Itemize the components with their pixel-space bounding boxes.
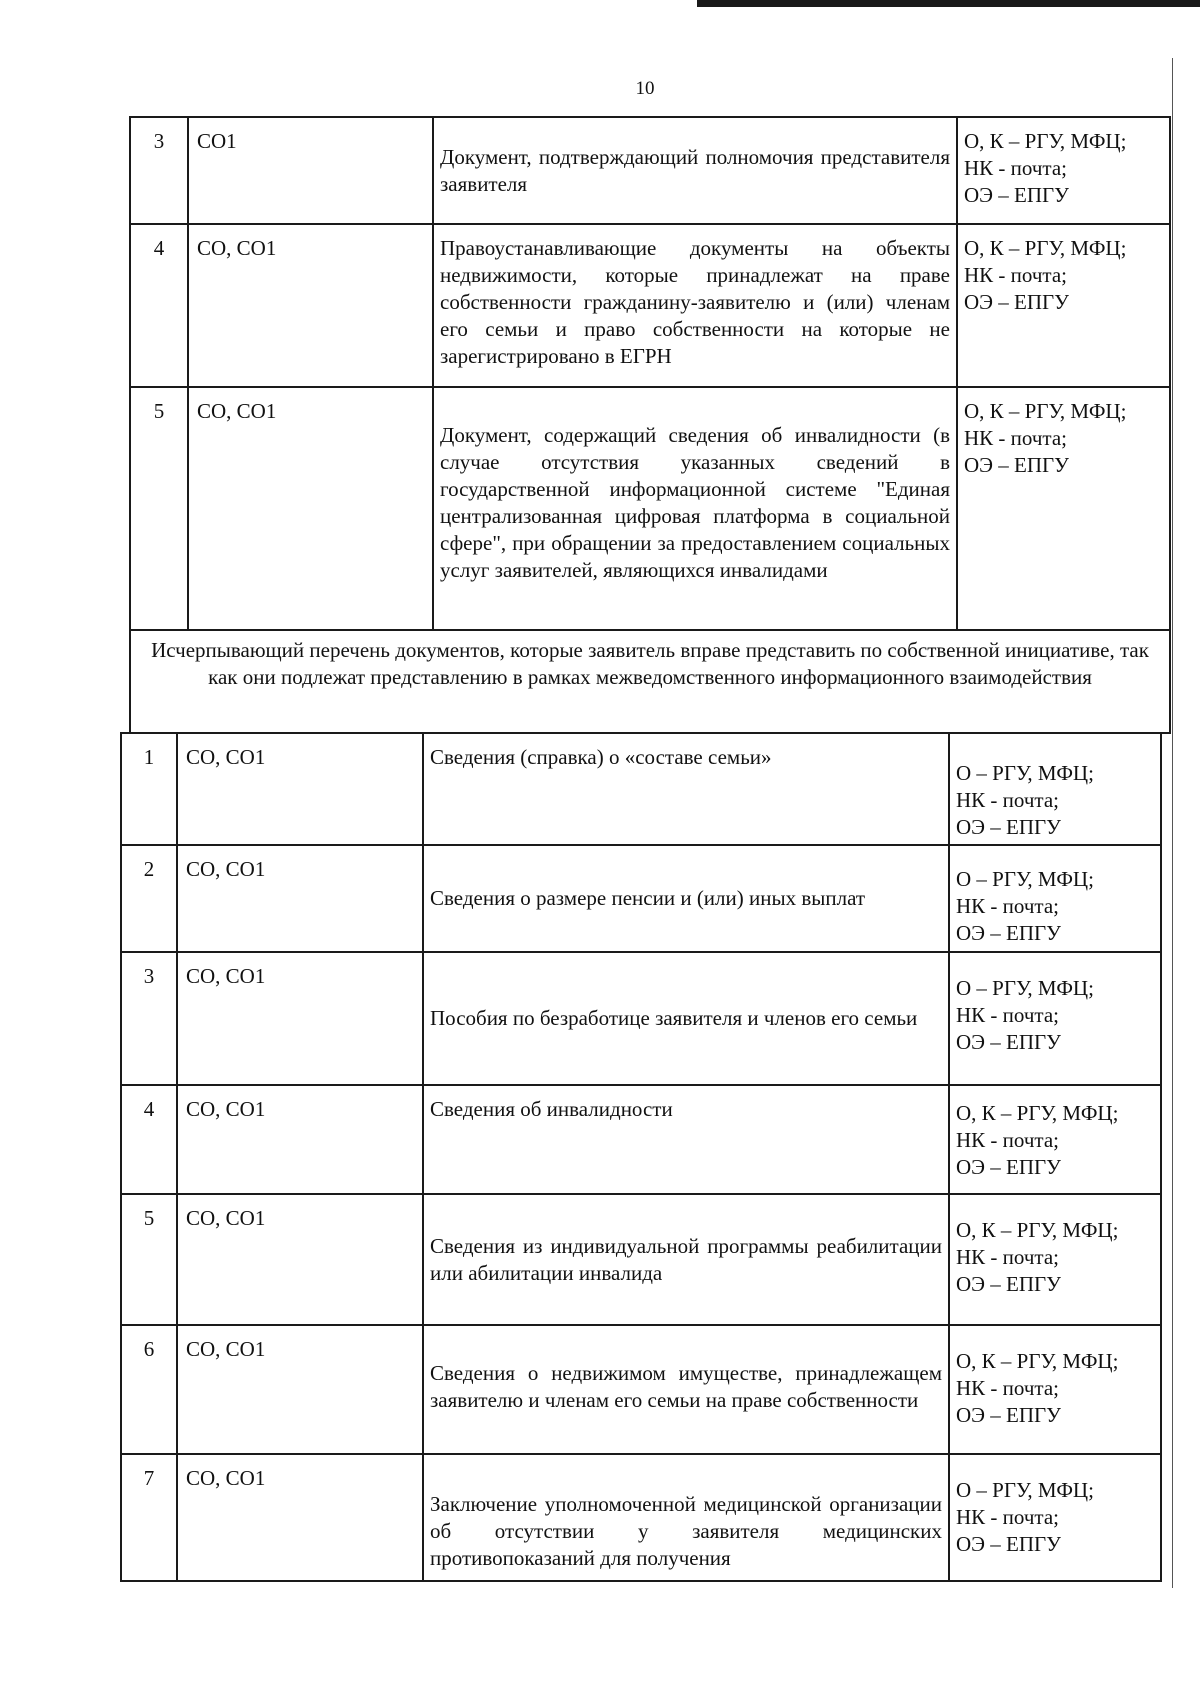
channel-line: О – РГУ, МФЦ;	[956, 867, 1094, 891]
submission-channels	[957, 387, 1170, 630]
submission-channels	[957, 117, 1170, 224]
document-description: Сведения из индивидуальной программы реабилитации или абилитации инвалида	[423, 1194, 949, 1325]
top-scan-rule	[697, 0, 1200, 7]
category-code: СО, СО1	[177, 1194, 423, 1325]
channel-line: ОЭ – ЕПГУ	[956, 1403, 1062, 1427]
channel-line: НК - почта;	[964, 263, 1068, 287]
page-number: 10	[635, 78, 655, 99]
category-code: СО, СО1	[177, 952, 423, 1085]
section-heading-row	[130, 630, 1170, 733]
channel-line: О – РГУ, МФЦ;	[956, 976, 1094, 1000]
table-row	[121, 845, 1161, 952]
channel-line: НК - почта;	[964, 426, 1068, 450]
section-heading: Исчерпывающий перечень документов, которые заявитель вправе представить по собственной инициативе, так как они подлежат представлению в рамках межведомственного информационного взаимодействия	[130, 630, 1170, 733]
document-description: Сведения о размере пенсии и (или) иных выплат	[423, 845, 949, 952]
documents-table-main	[129, 116, 1171, 734]
row-number: 3	[121, 952, 177, 1085]
channel-line: О, К – РГУ, МФЦ;	[964, 129, 1127, 153]
submission-channels	[949, 952, 1161, 1085]
channel-line: ОЭ – ЕПГУ	[956, 1030, 1062, 1054]
interdepartmental-documents-table	[120, 732, 1162, 1582]
submission-channels	[949, 1325, 1161, 1454]
channel-line: ОЭ – ЕПГУ	[964, 290, 1070, 314]
channel-line: НК - почта;	[956, 1505, 1060, 1529]
document-description: Документ, содержащий сведения об инвалидности (в случае отсутствия указанных сведений в государственной информационной системе "Единая централизованная цифровая платформа в социальной сфере", при обращении за предоставлением социальных услуг заявителей, являющихся инвалидами	[433, 387, 957, 630]
submission-channels	[949, 1085, 1161, 1194]
channel-line: ОЭ – ЕПГУ	[956, 1155, 1062, 1179]
channel-line: О, К – РГУ, МФЦ;	[956, 1101, 1119, 1125]
document-description: Пособия по безработице заявителя и членов его семьи	[423, 952, 949, 1085]
table-row	[130, 224, 1170, 387]
channel-line: О, К – РГУ, МФЦ;	[964, 399, 1127, 423]
channel-line: НК - почта;	[956, 894, 1060, 918]
table-row	[121, 733, 1161, 845]
table-row	[130, 117, 1170, 224]
row-number: 4	[130, 224, 188, 387]
row-number: 2	[121, 845, 177, 952]
channel-line: НК - почта;	[956, 1245, 1060, 1269]
channel-line: НК - почта;	[956, 1376, 1060, 1400]
table-row	[121, 1085, 1161, 1194]
document-description: Сведения (справка) о «составе семьи»	[423, 733, 949, 845]
row-number: 5	[130, 387, 188, 630]
row-number: 3	[130, 117, 188, 224]
table-row	[121, 1325, 1161, 1454]
category-code: СО, СО1	[188, 387, 433, 630]
category-code: СО1	[188, 117, 433, 224]
category-code: СО, СО1	[177, 733, 423, 845]
document-description: Документ, подтверждающий полномочия представителя заявителя	[433, 117, 957, 224]
category-code: СО, СО1	[188, 224, 433, 387]
category-code: СО, СО1	[177, 845, 423, 952]
row-number: 6	[121, 1325, 177, 1454]
channel-line: О – РГУ, МФЦ;	[956, 1478, 1094, 1502]
table-row	[130, 387, 1170, 630]
channel-line: ОЭ – ЕПГУ	[964, 453, 1070, 477]
channel-line: НК - почта;	[956, 1003, 1060, 1027]
table-row	[121, 1194, 1161, 1325]
submission-channels	[949, 1194, 1161, 1325]
category-code: СО, СО1	[177, 1085, 423, 1194]
row-number: 4	[121, 1085, 177, 1194]
channel-line: О, К – РГУ, МФЦ;	[956, 1349, 1119, 1373]
channel-line: НК - почта;	[956, 788, 1060, 812]
channel-line: ОЭ – ЕПГУ	[956, 921, 1062, 945]
page-edge-line	[1172, 58, 1173, 1588]
submission-channels	[957, 224, 1170, 387]
category-code: СО, СО1	[177, 1325, 423, 1454]
channel-line: НК - почта;	[956, 1128, 1060, 1152]
table-row	[121, 1454, 1161, 1581]
category-code: СО, СО1	[177, 1454, 423, 1581]
submission-channels	[949, 1454, 1161, 1581]
row-number: 1	[121, 733, 177, 845]
channel-line: ОЭ – ЕПГУ	[956, 815, 1062, 839]
channel-line: ОЭ – ЕПГУ	[964, 183, 1070, 207]
channel-line: О – РГУ, МФЦ;	[956, 761, 1094, 785]
channel-line: ОЭ – ЕПГУ	[956, 1272, 1062, 1296]
document-description: Заключение уполномоченной медицинской организации об отсутствии у заявителя медицинских противопоказаний для получения	[423, 1454, 949, 1581]
document-description: Правоустанавливающие документы на объекты недвижимости, которые принадлежат на праве собственности гражданину-заявителю и (или) членам его семьи и право собственности на которые не зарегистрировано в ЕГРН	[433, 224, 957, 387]
document-description: Сведения о недвижимом имуществе, принадлежащем заявителю и членам его семьи на праве собственности	[423, 1325, 949, 1454]
row-number: 5	[121, 1194, 177, 1325]
channel-line: ОЭ – ЕПГУ	[956, 1532, 1062, 1556]
table-row	[121, 952, 1161, 1085]
channel-line: О, К – РГУ, МФЦ;	[964, 236, 1127, 260]
channel-line: О, К – РГУ, МФЦ;	[956, 1218, 1119, 1242]
submission-channels	[949, 733, 1161, 845]
document-description: Сведения об инвалидности	[423, 1085, 949, 1194]
channel-line: НК - почта;	[964, 156, 1068, 180]
row-number: 7	[121, 1454, 177, 1581]
submission-channels	[949, 845, 1161, 952]
